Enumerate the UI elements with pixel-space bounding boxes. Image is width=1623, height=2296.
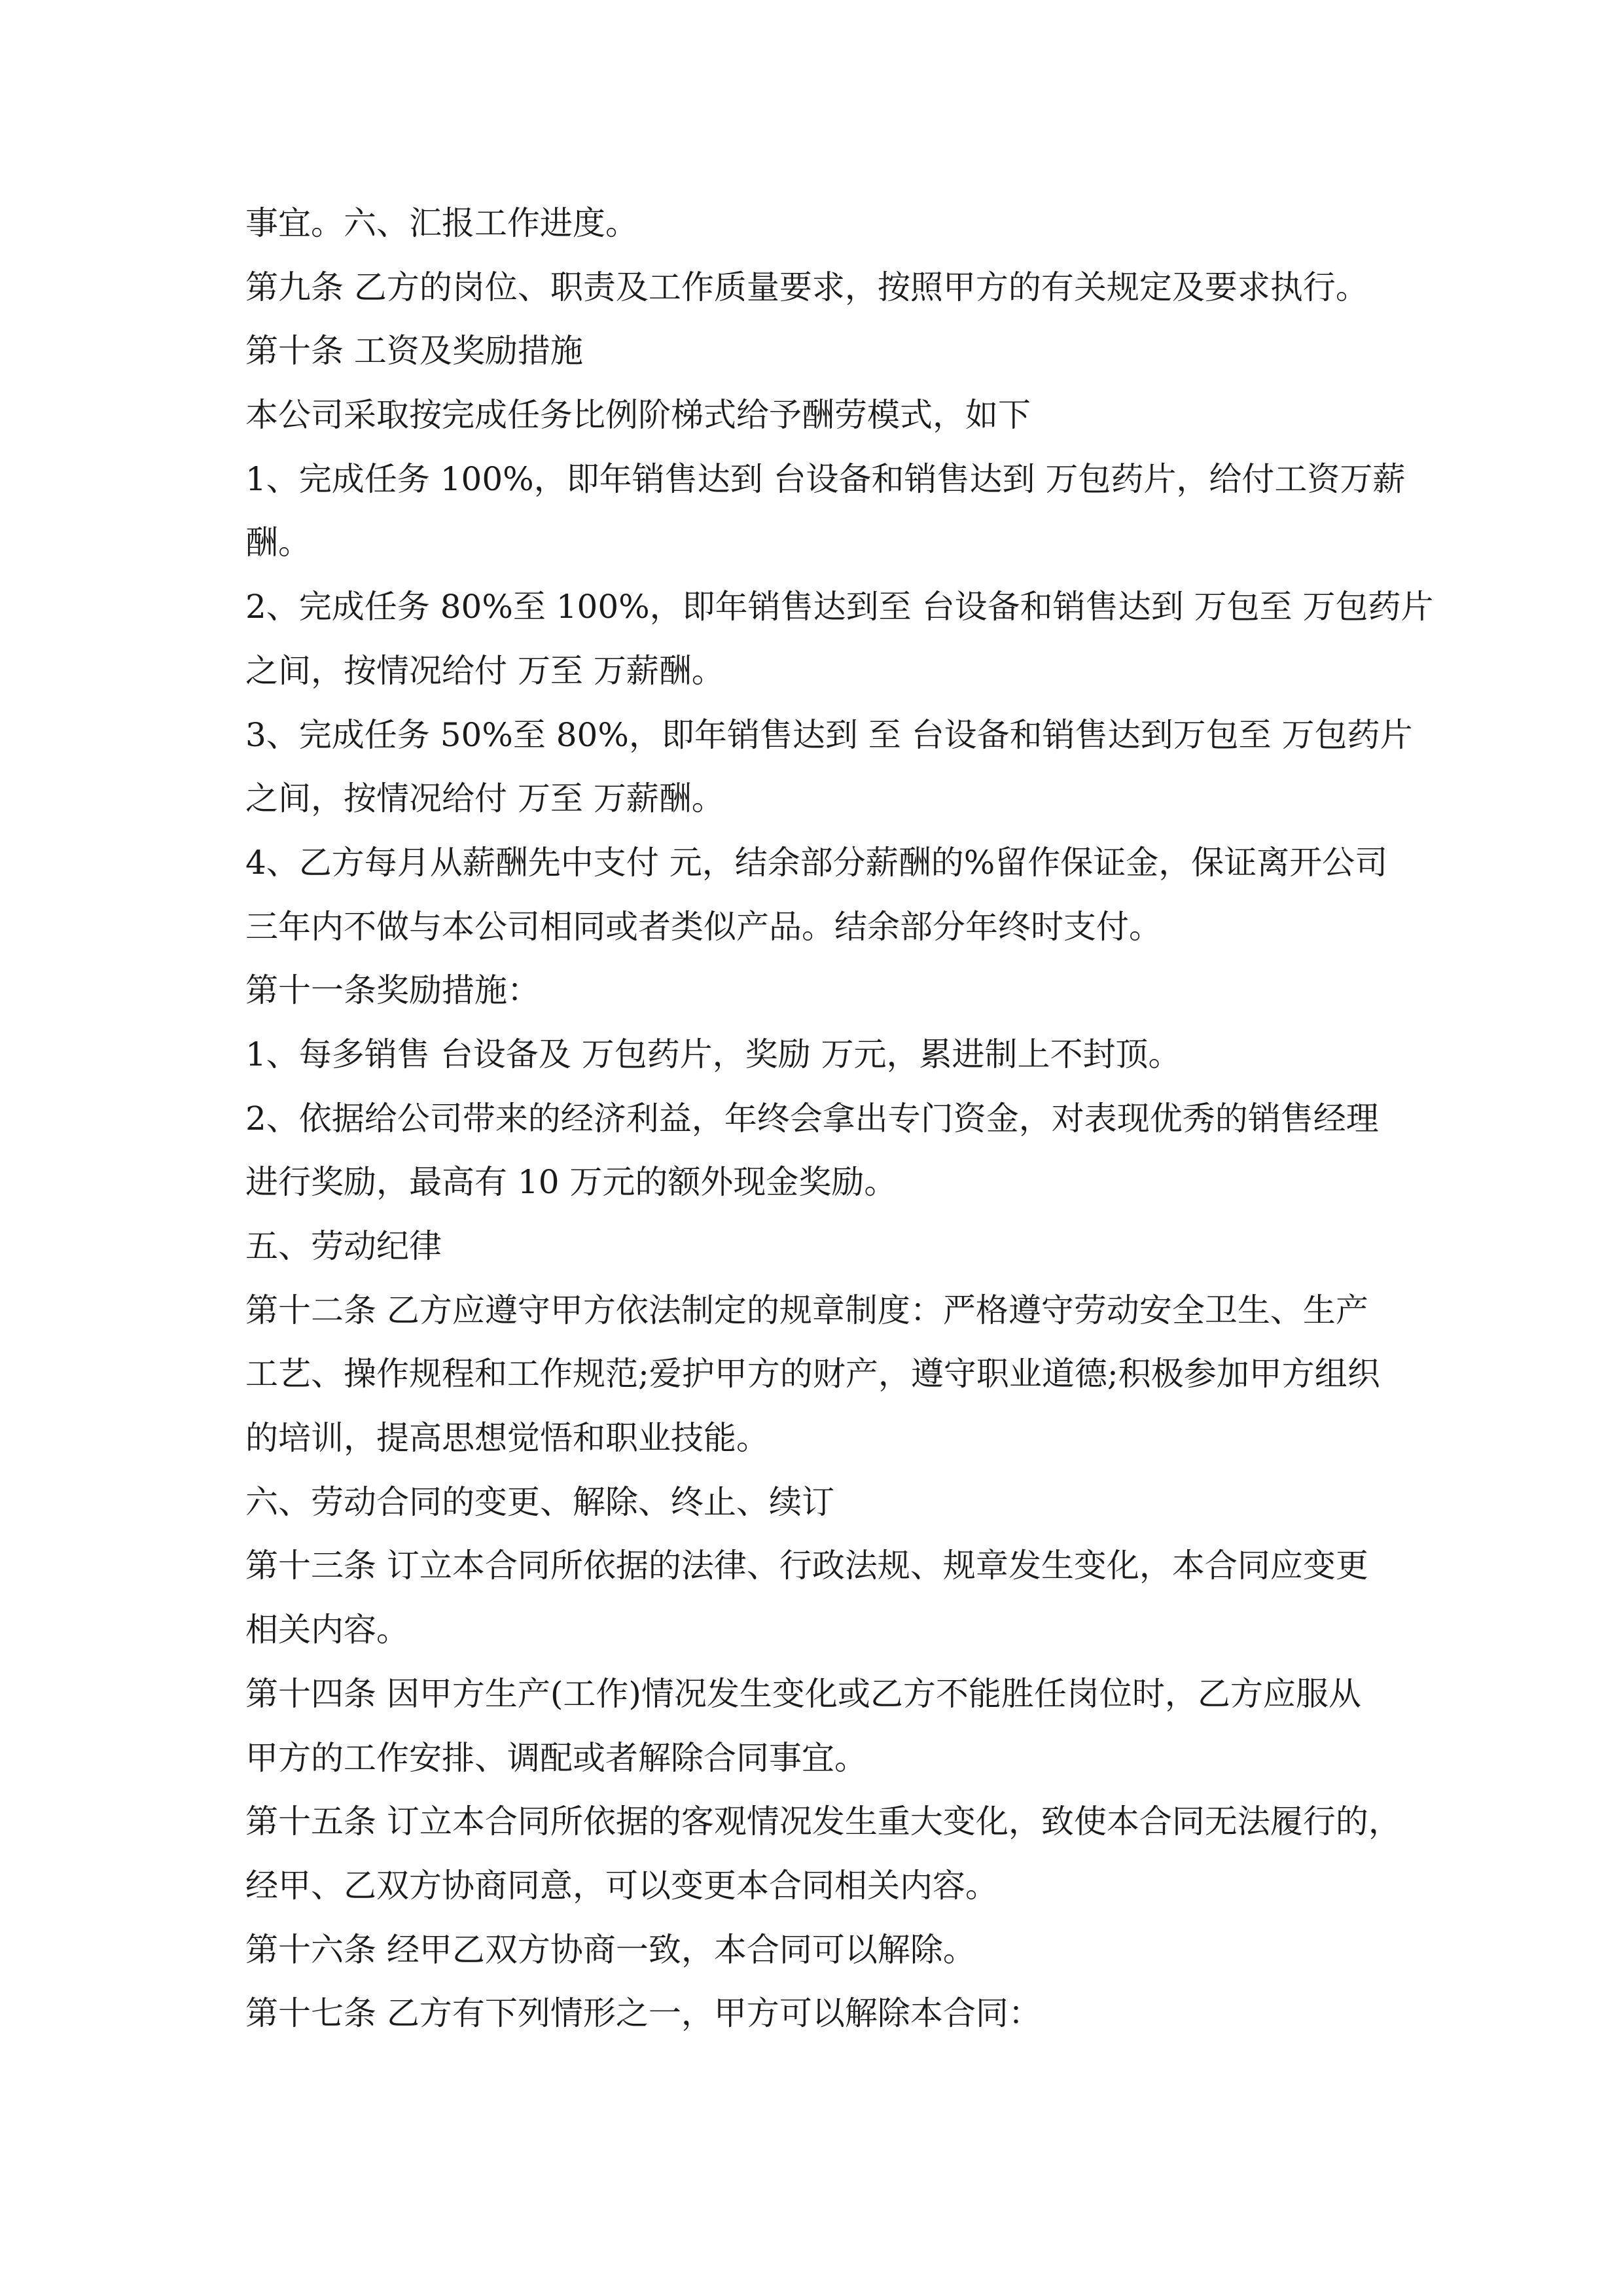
article-12-heading: 第十二条 乙方应遵守甲方依法制定的规章制度：严格遵守劳动安全卫生、生产 (245, 1291, 1368, 1329)
article-10-heading: 第十条 工资及奖励措施 (245, 332, 583, 370)
text-line: 三年内不做与本公司相同或者类似产品。结余部分年终时支付。 (245, 907, 1162, 946)
text-line: 酬。 (245, 524, 311, 562)
text-line: 经甲、乙双方协商同意，可以变更本合同相关内容。 (245, 1866, 998, 1905)
article-14-heading: 第十四条 因甲方生产(工作)情况发生变化或乙方不能胜任岗位时，乙方应服从 (245, 1674, 1361, 1713)
reward-item-2: 2、依据给公司带来的经济利益，年终会拿出专门资金，对表现优秀的销售经理 (245, 1099, 1379, 1138)
list-item-1: 1、完成任务 100%，即年销售达到 台设备和销售达到 万包药片，给付工资万薪 (245, 459, 1406, 498)
list-item-2: 2、完成任务 80%至 100%，即年销售达到至 台设备和销售达到 万包至 万包药片 (245, 588, 1434, 626)
section-6-heading: 六、劳动合同的变更、解除、终止、续订 (245, 1482, 834, 1521)
section-5-heading: 五、劳动纪律 (245, 1227, 442, 1265)
text-line: 事宜。六、汇报工作进度。 (245, 204, 638, 242)
article-9-heading: 第九条 乙方的岗位、职责及工作质量要求，按照甲方的有关规定及要求执行。 (245, 268, 1368, 306)
article-17-heading: 第十七条 乙方有下列情形之一，甲方可以解除本合同： (245, 1994, 1041, 2033)
text-line: 工艺、操作规程和工作规范;爱护甲方的财产，遵守职业道德;积极参加甲方组织 (245, 1355, 1380, 1393)
text-line: 的培训，提高思想觉悟和职业技能。 (245, 1419, 769, 1458)
reward-item-1: 1、每多销售 台设备及 万包药片，奖励 万元，累进制上不封顶。 (245, 1035, 1181, 1073)
text-line: 之间，按情况给付 万至 万薪酬。 (245, 780, 724, 818)
article-15-heading: 第十五条 订立本合同所依据的客观情况发生重大变化，致使本合同无法履行的， (245, 1803, 1401, 1841)
article-16-heading: 第十六条 经甲乙双方协商一致，本合同可以解除。 (245, 1930, 976, 1969)
document-body (245, 192, 1434, 2046)
text-line: 本公司采取按完成任务比例阶梯式给予酬劳模式，如下 (245, 396, 1031, 435)
article-13-heading: 第十三条 订立本合同所依据的法律、行政法规、规章发生变化，本合同应变更 (245, 1547, 1368, 1585)
text-line: 甲方的工作安排、调配或者解除合同事宜。 (245, 1738, 867, 1777)
text-line: 之间，按情况给付 万至 万薪酬。 (245, 651, 724, 690)
article-11-heading: 第十一条奖励措施： (245, 971, 540, 1010)
text-line: 相关内容。 (245, 1611, 409, 1649)
list-item-4: 4、乙方每月从薪酬先中支付 元，结余部分薪酬的%留作保证金，保证离开公司 (245, 843, 1388, 882)
text-line: 进行奖励，最高有 10 万元的额外现金奖励。 (245, 1163, 897, 1202)
list-item-3: 3、完成任务 50%至 80%，即年销售达到 至 台设备和销售达到万包至 万包药片 (245, 715, 1413, 754)
